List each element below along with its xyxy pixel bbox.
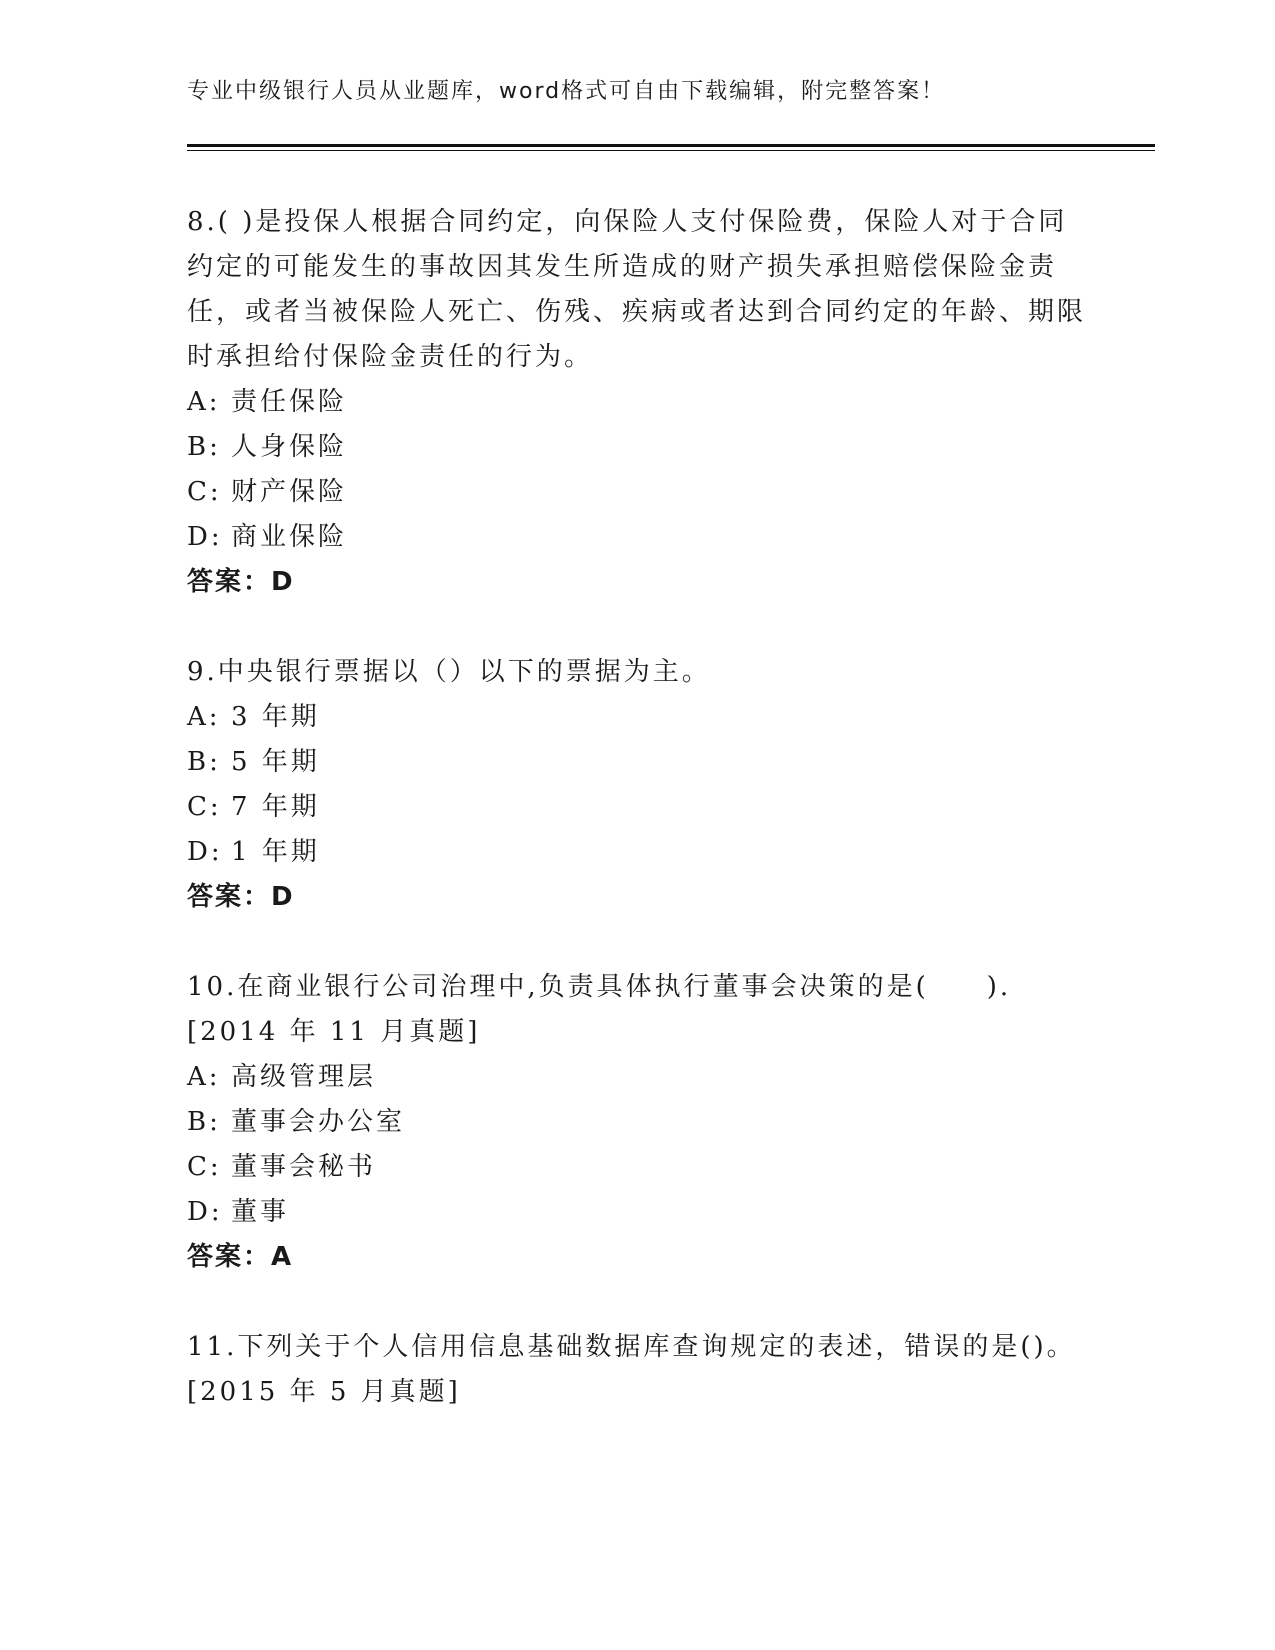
option-c	[187, 470, 1087, 515]
option-letter: D:	[187, 837, 223, 867]
option-d	[187, 1190, 1087, 1235]
option-a	[187, 380, 1087, 425]
option-letter: C:	[187, 792, 222, 822]
question-10	[187, 965, 1087, 1280]
option-text: 1 年期	[231, 837, 320, 867]
answer-line: 答案：A	[187, 1242, 294, 1272]
question-stem: 10.在商业银行公司治理中,负责具体执行董事会决策的是( ).[2014 年 11 月真题]	[187, 972, 1012, 1047]
option-b	[187, 425, 1087, 470]
option-b	[187, 740, 1087, 785]
question-stem: 8.( )是投保人根据合同约定，向保险人支付保险费，保险人对于合同约定的可能发生的事故因其发生所造成的财产损失承担赔偿保险金责任，或者当被保险人死亡、伤残、疾病或者达到合同约定的年龄、期限时承担给付保险金责任的行为。	[187, 207, 1087, 372]
option-text: 人身保险	[231, 432, 348, 462]
option-text: 责任保险	[231, 387, 348, 417]
option-letter: A:	[187, 1062, 221, 1092]
option-letter: C:	[187, 477, 222, 507]
option-text: 董事会办公室	[231, 1107, 406, 1137]
option-letter: B:	[187, 1107, 221, 1137]
option-letter: A:	[187, 702, 221, 732]
option-a	[187, 1055, 1087, 1100]
answer-line: 答案：D	[187, 567, 295, 597]
option-text: 董事	[231, 1197, 290, 1227]
option-letter: C:	[187, 1152, 222, 1182]
option-c	[187, 785, 1087, 830]
header-divider-thin	[187, 150, 1155, 151]
option-text: 3 年期	[231, 702, 320, 732]
header-divider	[187, 144, 1155, 147]
option-text: 董事会秘书	[231, 1152, 377, 1182]
option-text: 商业保险	[231, 522, 348, 552]
question-9	[187, 650, 1087, 920]
page-header: 专业中级银行人员从业题库，word格式可自由下载编辑，附完整答案！	[187, 79, 946, 104]
question-8	[187, 200, 1087, 605]
question-11	[187, 1325, 1087, 1415]
option-d	[187, 515, 1087, 560]
answer-line: 答案：D	[187, 882, 295, 912]
option-letter: B:	[187, 432, 221, 462]
option-text: 5 年期	[231, 747, 320, 777]
option-c	[187, 1145, 1087, 1190]
option-d	[187, 830, 1087, 875]
question-stem: 11.下列关于个人信用信息基础数据库查询规定的表述，错误的是()。[2015 年 5 月真题]	[187, 1332, 1076, 1407]
option-b	[187, 1100, 1087, 1145]
option-text: 高级管理层	[231, 1062, 377, 1092]
question-stem: 9.中央银行票据以（）以下的票据为主。	[187, 657, 711, 687]
option-text: 财产保险	[231, 477, 348, 507]
option-letter: D:	[187, 522, 223, 552]
option-letter: A:	[187, 387, 221, 417]
option-letter: B:	[187, 747, 221, 777]
option-text: 7 年期	[231, 792, 320, 822]
option-a	[187, 695, 1087, 740]
question-list	[187, 200, 1087, 1460]
option-letter: D:	[187, 1197, 223, 1227]
